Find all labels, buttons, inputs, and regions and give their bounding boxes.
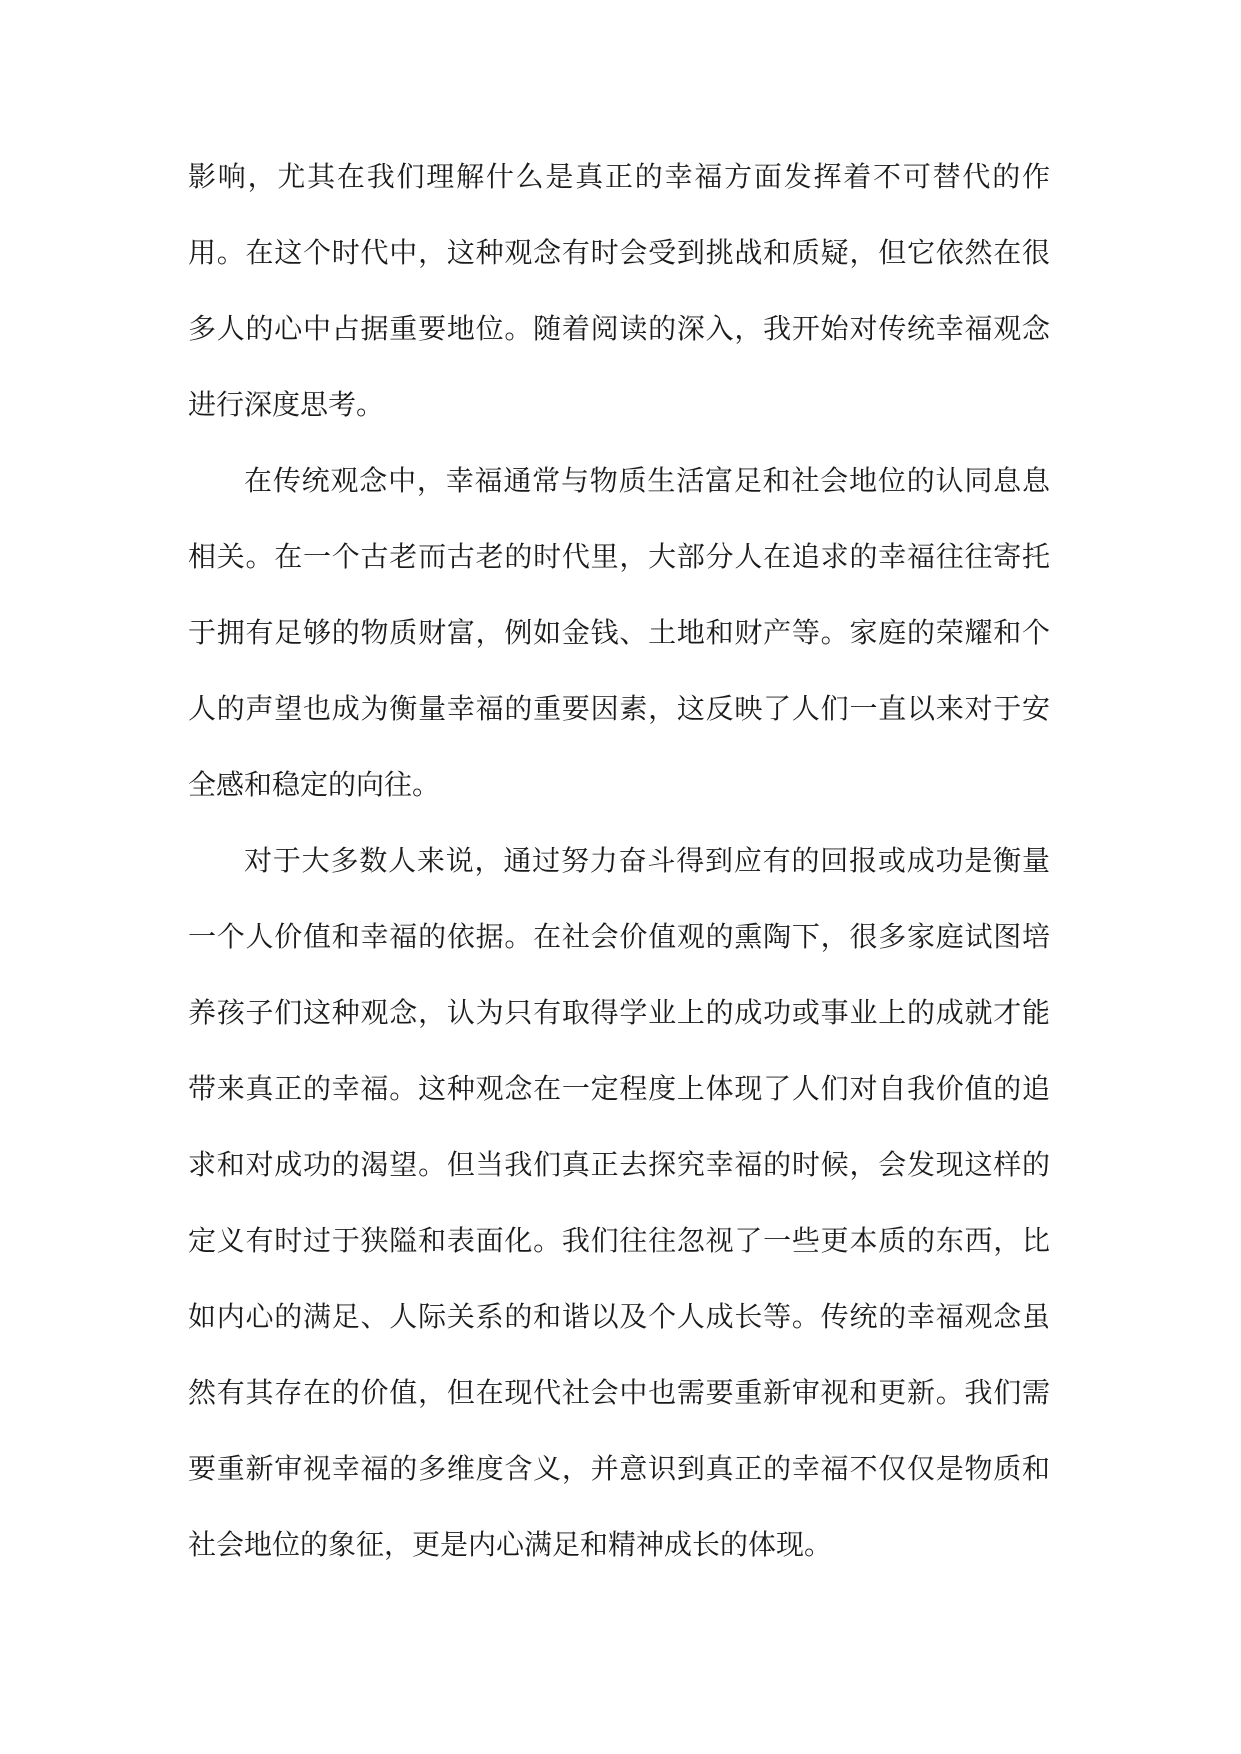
paragraph-traditional-view: 在传统观念中，幸福通常与物质生活富足和社会地位的认同息息相关。在一个古老而古老的时代里，大部分人在追求的幸福往往寄托于拥有足够的物质财富，例如金钱、土地和财产等。家庭的荣耀和个人的声望也成为衡量幸福的重要因素，这反映了人们一直以来对于安全感和稳定的向往。: [188, 464, 1050, 801]
paragraph-continued: 影响，尤其在我们理解什么是真正的幸福方面发挥着不可替代的作用。在这个时代中，这种观念有时会受到挑战和质疑，但它依然在很多人的心中占据重要地位。随着阅读的深入，我开始对传统幸福观念进行深度思考。: [188, 160, 1050, 421]
body-text: [188, 139, 1050, 1583]
paragraph-success-and-happiness: 对于大多数人来说，通过努力奋斗得到应有的回报或成功是衡量一个人价值和幸福的依据。在社会价值观的熏陶下，很多家庭试图培养孩子们这种观念，认为只有取得学业上的成功或事业上的成就才能带来真正的幸福。这种观念在一定程度上体现了人们对自我价值的追求和对成功的渴望。但当我们真正去探究幸福的时候，会发现这样的定义有时过于狭隘和表面化。我们往往忽视了一些更本质的东西，比如内心的满足、人际关系的和谐以及个人成长等。传统的幸福观念虽然有其存在的价值，但在现代社会中也需要重新审视和更新。我们需要重新审视幸福的多维度含义，并意识到真正的幸福不仅仅是物质和社会地位的象征，更是内心满足和精神成长的体现。: [188, 844, 1050, 1561]
